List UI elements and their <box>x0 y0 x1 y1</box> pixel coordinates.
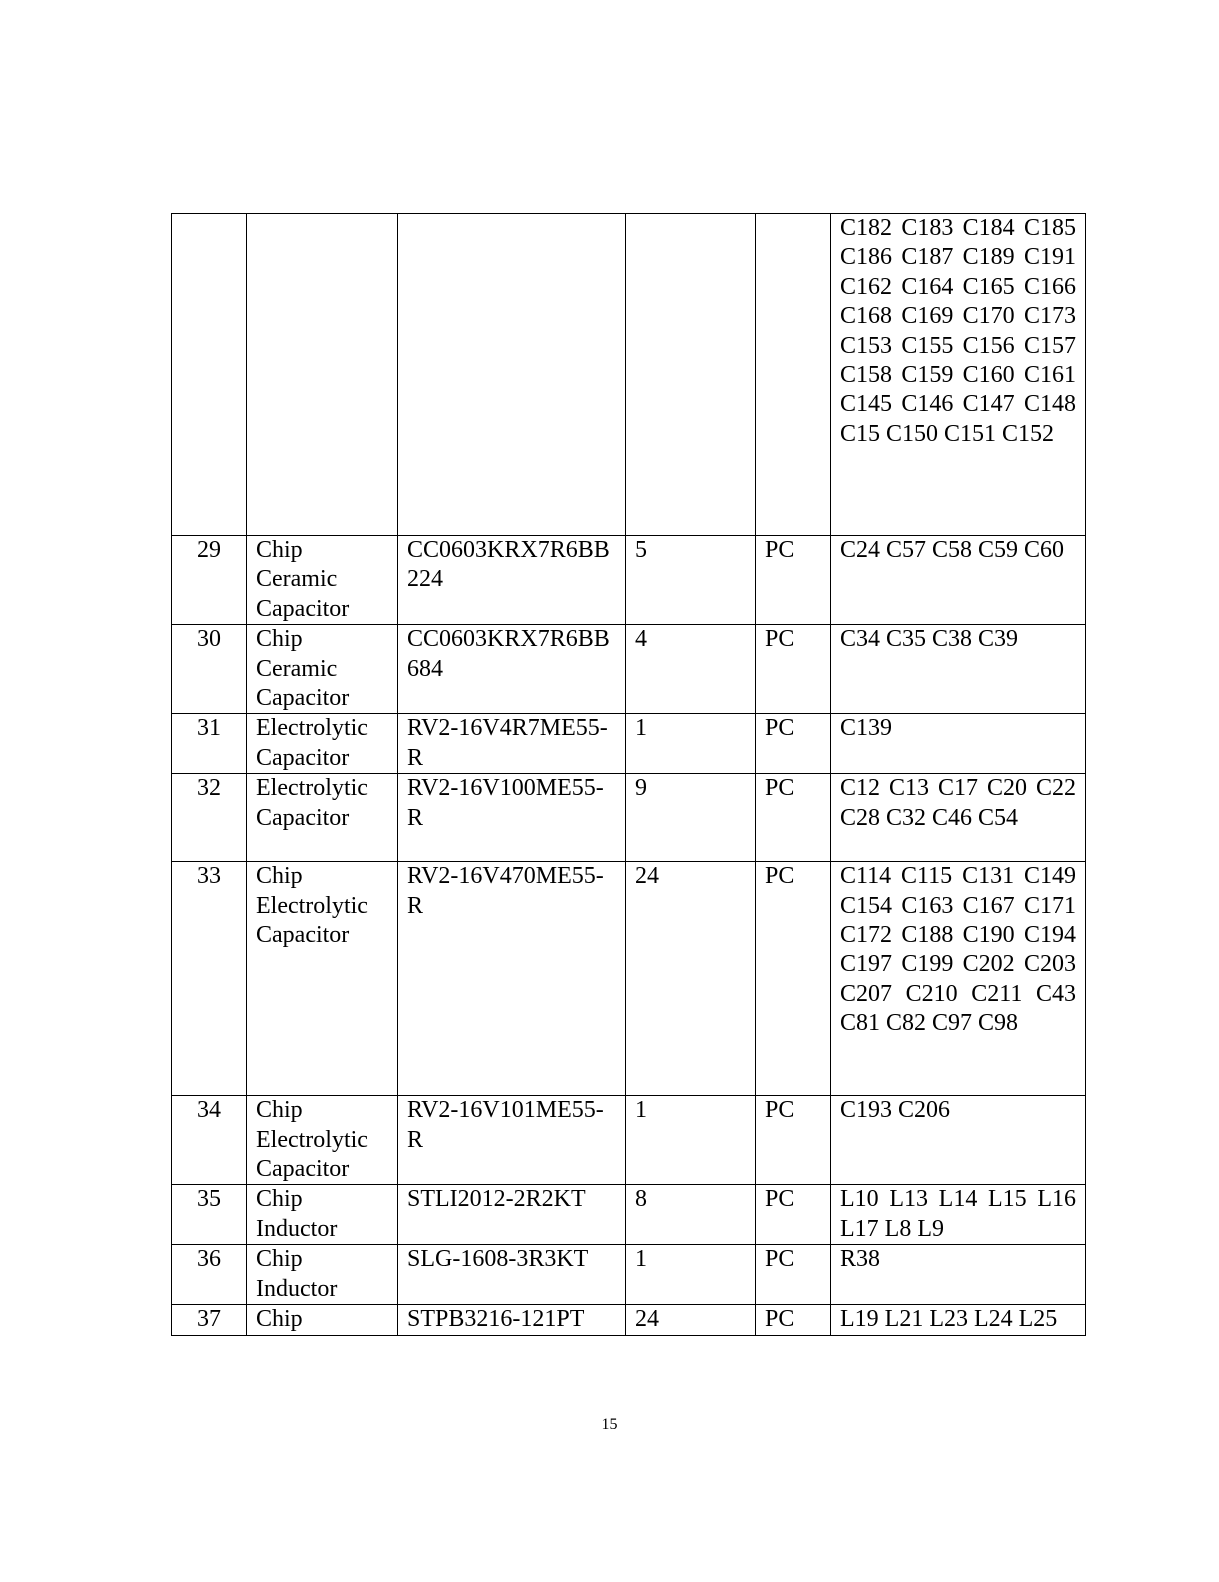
item-number-cell: 29 <box>172 536 247 625</box>
description-cell: Chip Ceramic Capacitor <box>247 536 398 625</box>
part-number-cell: CC0603KRX7R6BB684 <box>398 625 626 714</box>
quantity-cell: 1 <box>626 1096 756 1185</box>
item-number-cell: 32 <box>172 774 247 862</box>
quantity-cell: 9 <box>626 774 756 862</box>
unit-cell: PC <box>756 862 831 1096</box>
quantity-cell: 1 <box>626 1245 756 1305</box>
reference-designators-cell: C114 C115 C131 C149 C154 C163 C167 C171 C172 C188 C190 C194 C197 C199 C202 C203 C207 C210 C211 C43 C81 C82 C97 C98 <box>831 862 1086 1096</box>
bill-of-materials-table <box>171 213 1086 1336</box>
item-number-cell <box>172 214 247 536</box>
description-cell: Chip <box>247 1305 398 1335</box>
part-number-cell <box>398 214 626 536</box>
table-row <box>172 1096 1086 1185</box>
part-number-cell: STPB3216-121PT <box>398 1305 626 1335</box>
item-number-cell: 33 <box>172 862 247 1096</box>
table-row <box>172 774 1086 862</box>
table-row <box>172 862 1086 1096</box>
unit-cell: PC <box>756 1185 831 1245</box>
quantity-cell: 5 <box>626 536 756 625</box>
part-number-cell: STLI2012-2R2KT <box>398 1185 626 1245</box>
part-number-cell: RV2-16V470ME55-R <box>398 862 626 1096</box>
table-row <box>172 536 1086 625</box>
reference-designators-cell: L10 L13 L14 L15 L16 L17 L8 L9 <box>831 1185 1086 1245</box>
quantity-cell: 24 <box>626 1305 756 1335</box>
table-row <box>172 625 1086 714</box>
description-cell: Chip Electrolytic Capacitor <box>247 862 398 1096</box>
reference-designators-cell: C139 <box>831 714 1086 774</box>
reference-designators-cell: C34 C35 C38 C39 <box>831 625 1086 714</box>
unit-cell: PC <box>756 774 831 862</box>
item-number-cell: 34 <box>172 1096 247 1185</box>
quantity-cell <box>626 214 756 536</box>
table-row <box>172 714 1086 774</box>
table-row <box>172 1185 1086 1245</box>
description-cell <box>247 214 398 536</box>
item-number-cell: 36 <box>172 1245 247 1305</box>
quantity-cell: 24 <box>626 862 756 1096</box>
description-cell: Chip Inductor <box>247 1185 398 1245</box>
unit-cell: PC <box>756 536 831 625</box>
description-cell: Electrolytic Capacitor <box>247 714 398 774</box>
description-cell: Chip Electrolytic Capacitor <box>247 1096 398 1185</box>
unit-cell: PC <box>756 1305 831 1335</box>
quantity-cell: 8 <box>626 1185 756 1245</box>
part-number-cell: SLG-1608-3R3KT <box>398 1245 626 1305</box>
unit-cell <box>756 214 831 536</box>
reference-designators-cell: C12 C13 C17 C20 C22 C28 C32 C46 C54 <box>831 774 1086 862</box>
reference-designators-cell: C24 C57 C58 C59 C60 <box>831 536 1086 625</box>
part-number-cell: RV2-16V100ME55-R <box>398 774 626 862</box>
reference-designators-cell: C193 C206 <box>831 1096 1086 1185</box>
quantity-cell: 1 <box>626 714 756 774</box>
table-row <box>172 214 1086 536</box>
description-cell: Chip Inductor <box>247 1245 398 1305</box>
reference-designators-cell: C182 C183 C184 C185 C186 C187 C189 C191 C162 C164 C165 C166 C168 C169 C170 C173 C153 C155 C156 C157 C158 C159 C160 C161 C145 C146 C147 C148 C15 C150 C151 C152 <box>831 214 1086 536</box>
description-cell: Electrolytic Capacitor <box>247 774 398 862</box>
page-number: 15 <box>601 1416 618 1433</box>
table-row <box>172 1305 1086 1335</box>
item-number-cell: 31 <box>172 714 247 774</box>
part-number-cell: RV2-16V4R7ME55-R <box>398 714 626 774</box>
description-cell: Chip Ceramic Capacitor <box>247 625 398 714</box>
part-number-cell: CC0603KRX7R6BB224 <box>398 536 626 625</box>
reference-designators-cell: R38 <box>831 1245 1086 1305</box>
quantity-cell: 4 <box>626 625 756 714</box>
unit-cell: PC <box>756 714 831 774</box>
unit-cell: PC <box>756 1245 831 1305</box>
item-number-cell: 37 <box>172 1305 247 1335</box>
table-row <box>172 1245 1086 1305</box>
unit-cell: PC <box>756 1096 831 1185</box>
reference-designators-cell: L19 L21 L23 L24 L25 <box>831 1305 1086 1335</box>
item-number-cell: 30 <box>172 625 247 714</box>
part-number-cell: RV2-16V101ME55-R <box>398 1096 626 1185</box>
item-number-cell: 35 <box>172 1185 247 1245</box>
unit-cell: PC <box>756 625 831 714</box>
